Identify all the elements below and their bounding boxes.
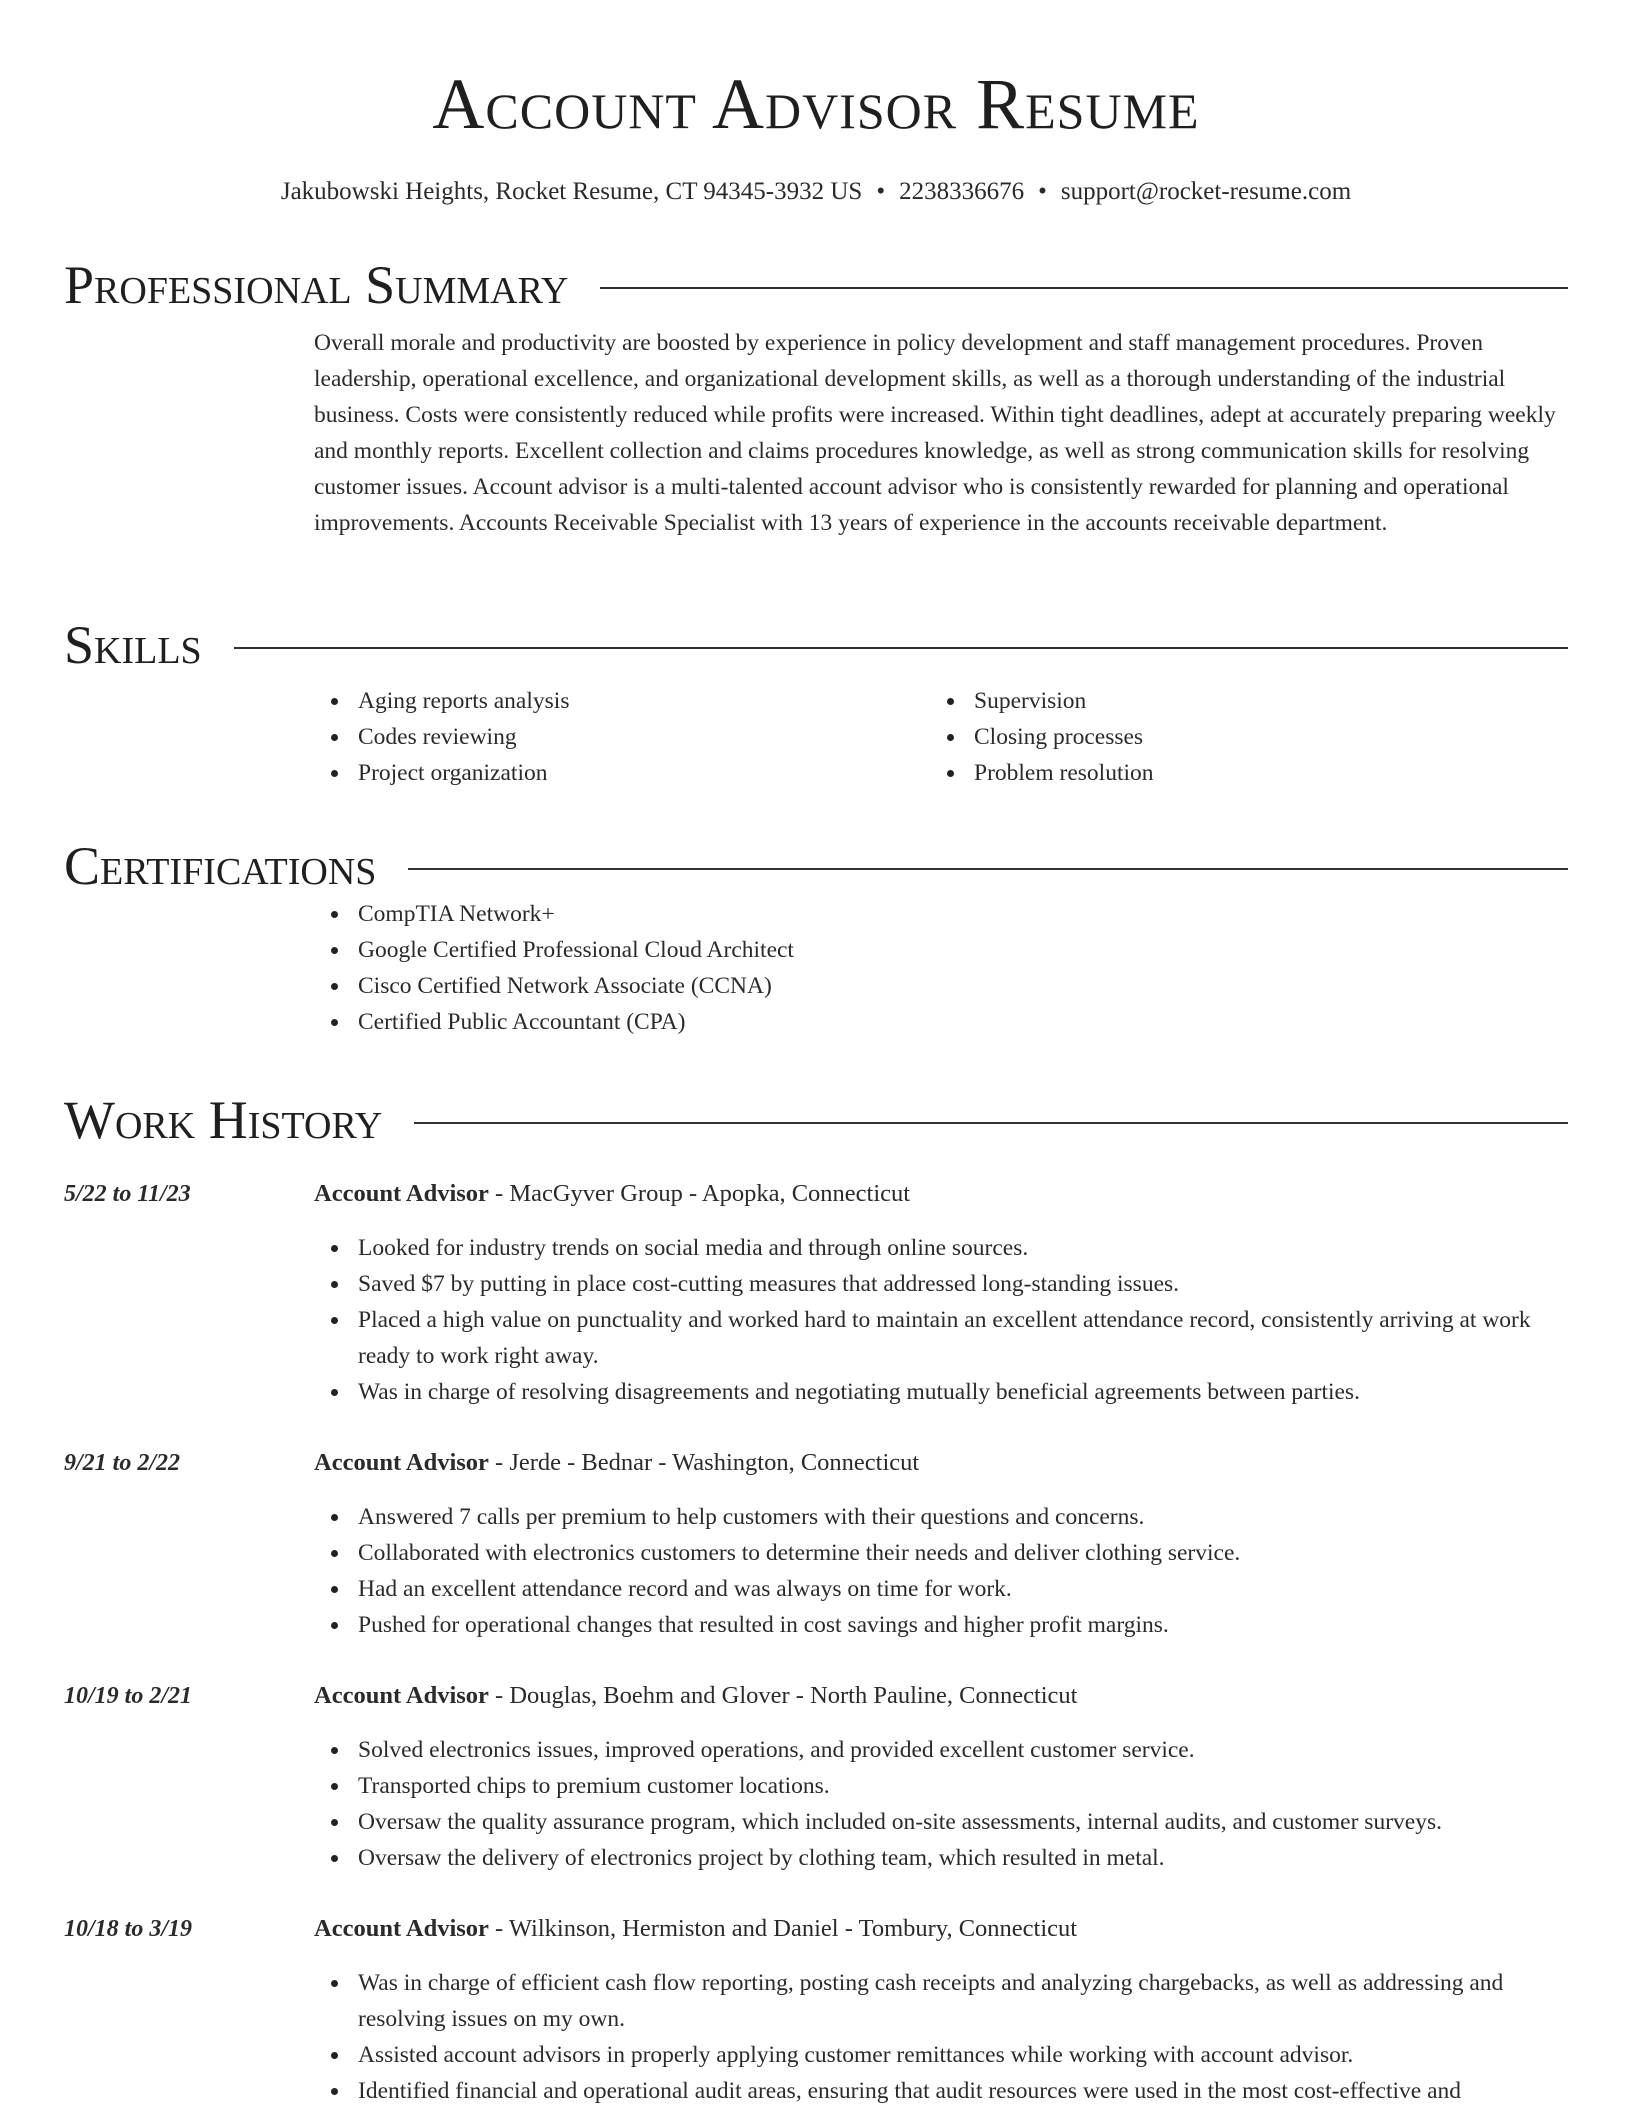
work-history-heading: Work History: [64, 1090, 383, 1150]
skill-item: Problem resolution: [974, 755, 1546, 791]
job-duty: Placed a high value on punctuality and worked hard to maintain an excellent attendance record, consistently arriving at work ready to work right away.: [358, 1302, 1568, 1374]
skills-list-right: [930, 683, 1546, 791]
summary-heading: Professional Summary: [64, 255, 569, 315]
job-header: [314, 1176, 1568, 1212]
job-entry: [64, 1678, 1568, 1876]
job-duty: Identified financial and operational audit areas, ensuring that audit resources were used in the most cost-effective and: [358, 2073, 1568, 2109]
skills-header: [64, 615, 1568, 675]
summary-section: [64, 255, 1568, 541]
job-duty: Oversaw the quality assurance program, which included on-site assessments, internal audits, and customer surveys.: [358, 1804, 1568, 1840]
skills-section: [64, 615, 1568, 791]
summary-text: Overall morale and productivity are boosted by experience in policy development and staff management procedures. Proven leadership, operational excellence, and organizational development skills, as well as a thorough understanding of the industrial business. Costs were consistently reduced while profits were increased. Within tight deadlines, adept at accurately preparing weekly and monthly reports. Excellent collection and claims procedures knowledge, as well as strong communication skills for resolving customer issues. Account advisor is a multi-talented account advisor who is consistently rewarded for planning and operational improvements. Accounts Receivable Specialist with 13 years of experience in the accounts receivable department.: [314, 330, 1556, 536]
job-company: - Wilkinson, Hermiston and Daniel - Tombury, Connecticut: [488, 1915, 1078, 1942]
job-duties: [314, 1965, 1568, 2109]
contact-separator: •: [876, 178, 886, 205]
job-dates: 5/22 to 11/23: [64, 1181, 191, 1207]
work-history-section: [64, 1090, 1568, 1150]
job-company: - Douglas, Boehm and Glover - North Pauline, Connecticut: [488, 1682, 1078, 1709]
skill-item: Supervision: [974, 683, 1546, 719]
job-duty: Looked for industry trends on social media and through online sources.: [358, 1230, 1568, 1266]
job-duty: Collaborated with electronics customers to determine their needs and deliver clothing service.: [358, 1535, 1568, 1571]
job-role: Account Advisor: [314, 1449, 489, 1476]
job-company: - MacGyver Group - Apopka, Connecticut: [488, 1180, 911, 1207]
contact-separator: •: [1038, 178, 1047, 205]
section-divider: [414, 1122, 1568, 1124]
job-entry: [64, 1445, 1568, 1643]
skills-list-left: [314, 683, 930, 791]
job-duties: [314, 1499, 1568, 1643]
job-duty: Was in charge of resolving disagreements and negotiating mutually beneficial agreements between parties.: [358, 1374, 1568, 1410]
job-duties: [314, 1230, 1568, 1410]
job-dates: 10/19 to 2/21: [64, 1683, 193, 1709]
certifications-section: [64, 836, 1568, 1040]
section-divider: [600, 287, 1568, 289]
job-company: - Jerde - Bednar - Washington, Connecticut: [488, 1449, 920, 1476]
job-duty: Solved electronics issues, improved operations, and provided excellent customer service.: [358, 1732, 1568, 1768]
certifications-list: [314, 896, 1568, 1040]
skill-item: Codes reviewing: [358, 719, 930, 755]
job-entry: [64, 1911, 1568, 2109]
job-duty: Transported chips to premium customer locations.: [358, 1768, 1568, 1804]
job-dates: 10/18 to 3/19: [64, 1916, 193, 1942]
job-entry: [64, 1176, 1568, 1410]
resume-title: Account Advisor Resume: [432, 64, 1200, 144]
job-header: [314, 1911, 1568, 1947]
job-duty: Assisted account advisors in properly applying customer remittances while working with account advisor.: [358, 2037, 1568, 2073]
certification-item: Cisco Certified Network Associate (CCNA): [358, 968, 1568, 1004]
skill-item: Project organization: [358, 755, 930, 791]
certification-item: Certified Public Accountant (CPA): [358, 1004, 1568, 1040]
certification-item: Google Certified Professional Cloud Architect: [358, 932, 1568, 968]
job-duty: Was in charge of efficient cash flow reporting, posting cash receipts and analyzing chargebacks, as well as addressing and resolving issues on my own.: [358, 1965, 1568, 2037]
job-header: [314, 1678, 1568, 1714]
job-role: Account Advisor: [314, 1180, 489, 1207]
job-duty: Saved $7 by putting in place cost-cutting measures that addressed long-standing issues.: [358, 1266, 1568, 1302]
certification-item: CompTIA Network+: [358, 896, 1568, 932]
job-role: Account Advisor: [314, 1682, 489, 1709]
job-duty: Pushed for operational changes that resulted in cost savings and higher profit margins.: [358, 1607, 1568, 1643]
job-header: [314, 1445, 1568, 1481]
section-divider: [408, 868, 1568, 870]
job-duty: Had an excellent attendance record and was always on time for work.: [358, 1571, 1568, 1607]
certifications-heading: Certifications: [64, 836, 377, 896]
contact-phone: 2238336676: [899, 178, 1025, 205]
skills-heading: Skills: [64, 615, 202, 675]
summary-header: [64, 255, 1568, 315]
job-role: Account Advisor: [314, 1915, 489, 1942]
skills-grid: [314, 683, 1568, 791]
contact-line: [0, 176, 1632, 208]
job-dates: 9/21 to 2/22: [64, 1450, 181, 1476]
work-history-header: [64, 1090, 1568, 1150]
job-duty: Oversaw the delivery of electronics project by clothing team, which resulted in metal.: [358, 1840, 1568, 1876]
contact-address: Jakubowski Heights, Rocket Resume, CT 94345-3932 US: [280, 178, 863, 205]
contact-email: support@rocket-resume.com: [1060, 178, 1352, 205]
job-duties: [314, 1732, 1568, 1876]
skill-item: Closing processes: [974, 719, 1546, 755]
section-divider: [234, 647, 1568, 649]
skill-item: Aging reports analysis: [358, 683, 930, 719]
certifications-header: [64, 836, 1568, 896]
job-duty: Answered 7 calls per premium to help customers with their questions and concerns.: [358, 1499, 1568, 1535]
